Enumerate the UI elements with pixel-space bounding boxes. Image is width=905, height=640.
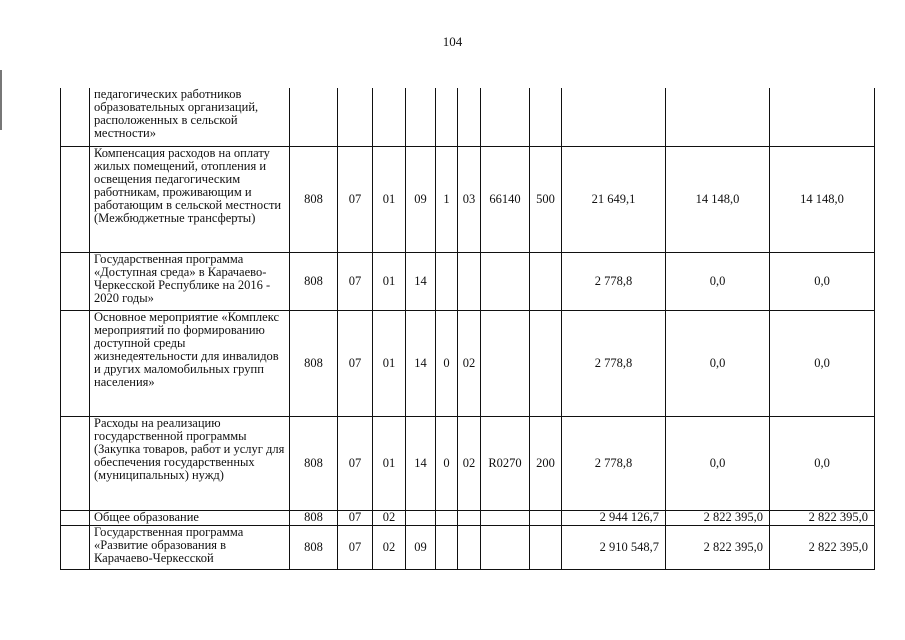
cell-cs4: [481, 88, 530, 146]
cell-y2: 0,0: [666, 252, 770, 310]
page-number: 104: [442, 34, 463, 49]
cell-pr: 02: [373, 525, 406, 569]
cell-pr: 01: [373, 252, 406, 310]
cell-index: [61, 310, 90, 416]
cell-pr: [373, 88, 406, 146]
cell-name: Государственная программа «Доступная среда» в Карачаево-Черкесской Республике на 2016 - 2020 годы»: [90, 252, 290, 310]
cell-index: [61, 146, 90, 252]
cell-cs3: [458, 510, 481, 525]
table-row: [61, 525, 875, 569]
table-row: [61, 252, 875, 310]
cell-vr: 500: [530, 146, 562, 252]
cell-cs1: 09: [406, 525, 436, 569]
cell-vr: [530, 310, 562, 416]
cell-y1: 21 649,1: [562, 146, 666, 252]
cell-y3: 0,0: [770, 252, 875, 310]
cell-y2: 2 822 395,0: [666, 510, 770, 525]
cell-ved: 808: [290, 252, 338, 310]
cell-cs4: 66140: [481, 146, 530, 252]
cell-index: [61, 416, 90, 510]
cell-cs2: [436, 88, 458, 146]
cell-y1: 2 778,8: [562, 252, 666, 310]
cell-cs3: [458, 88, 481, 146]
cell-y1: [562, 88, 666, 146]
cell-cs4: [481, 310, 530, 416]
cell-cs4: R0270: [481, 416, 530, 510]
cell-name: Расходы на реализацию государственной программы (Закупка товаров, работ и услуг для обеспечения государственных (муниципальных) нужд): [90, 416, 290, 510]
cell-cs2: 0: [436, 416, 458, 510]
cell-vr: [530, 252, 562, 310]
cell-ved: 808: [290, 525, 338, 569]
cell-name: Государственная программа «Развитие образования в Карачаево-Черкесской: [90, 525, 290, 569]
cell-ved: 808: [290, 310, 338, 416]
cell-cs3: 02: [458, 416, 481, 510]
cell-vr: [530, 525, 562, 569]
cell-cs1: [406, 510, 436, 525]
cell-cs2: [436, 510, 458, 525]
cell-cs2: [436, 525, 458, 569]
budget-table: [60, 88, 875, 570]
cell-cs4: [481, 525, 530, 569]
table-row: [61, 88, 875, 146]
cell-pr: 01: [373, 310, 406, 416]
cell-cs1: [406, 88, 436, 146]
cell-vr: [530, 88, 562, 146]
cell-name: Общее образование: [90, 510, 290, 525]
cell-cs2: 1: [436, 146, 458, 252]
cell-cs1: 14: [406, 416, 436, 510]
table-row: [61, 310, 875, 416]
cell-y3: [770, 88, 875, 146]
cell-cs2: [436, 252, 458, 310]
cell-vr: 200: [530, 416, 562, 510]
cell-ved: [290, 88, 338, 146]
cell-cs4: [481, 510, 530, 525]
cell-y3: 2 822 395,0: [770, 510, 875, 525]
cell-cs1: 14: [406, 310, 436, 416]
cell-rz: 07: [338, 146, 373, 252]
cell-cs3: 03: [458, 146, 481, 252]
cell-y2: 14 148,0: [666, 146, 770, 252]
cell-name: Компенсация расходов на оплату жилых помещений, отопления и освещения педагогическим работникам, проживающим и работающим в сельской местности (Межбюджетные трансферты): [90, 146, 290, 252]
cell-pr: 01: [373, 146, 406, 252]
cell-ved: 808: [290, 510, 338, 525]
cell-name: Основное мероприятие «Комплекс мероприятий по формированию доступной среды жизнедеятельности для инвалидов и других маломобильных групп населения»: [90, 310, 290, 416]
cell-rz: 07: [338, 525, 373, 569]
cell-y1: 2 778,8: [562, 310, 666, 416]
cell-cs1: 14: [406, 252, 436, 310]
cell-y2: 2 822 395,0: [666, 525, 770, 569]
cell-rz: [338, 88, 373, 146]
scan-edge-mark: [0, 70, 2, 130]
cell-y2: 0,0: [666, 416, 770, 510]
cell-y3: 14 148,0: [770, 146, 875, 252]
cell-rz: 07: [338, 310, 373, 416]
cell-cs3: [458, 525, 481, 569]
cell-y1: 2 910 548,7: [562, 525, 666, 569]
cell-ved: 808: [290, 146, 338, 252]
cell-cs3: [458, 252, 481, 310]
cell-vr: [530, 510, 562, 525]
cell-index: [61, 252, 90, 310]
cell-index: [61, 525, 90, 569]
cell-y1: 2 778,8: [562, 416, 666, 510]
cell-y3: 0,0: [770, 416, 875, 510]
table-row: [61, 146, 875, 252]
cell-cs3: 02: [458, 310, 481, 416]
cell-name: педагогических работников образовательных организаций, расположенных в сельской местности»: [90, 88, 290, 146]
cell-index: [61, 88, 90, 146]
cell-index: [61, 510, 90, 525]
cell-ved: 808: [290, 416, 338, 510]
table-row: [61, 510, 875, 525]
cell-y1: 2 944 126,7: [562, 510, 666, 525]
cell-rz: 07: [338, 510, 373, 525]
cell-rz: 07: [338, 252, 373, 310]
cell-y3: 2 822 395,0: [770, 525, 875, 569]
cell-pr: 01: [373, 416, 406, 510]
cell-y3: 0,0: [770, 310, 875, 416]
cell-cs2: 0: [436, 310, 458, 416]
cell-pr: 02: [373, 510, 406, 525]
cell-rz: 07: [338, 416, 373, 510]
cell-y2: 0,0: [666, 310, 770, 416]
cell-cs4: [481, 252, 530, 310]
cell-cs1: 09: [406, 146, 436, 252]
cell-y2: [666, 88, 770, 146]
table-row: [61, 416, 875, 510]
